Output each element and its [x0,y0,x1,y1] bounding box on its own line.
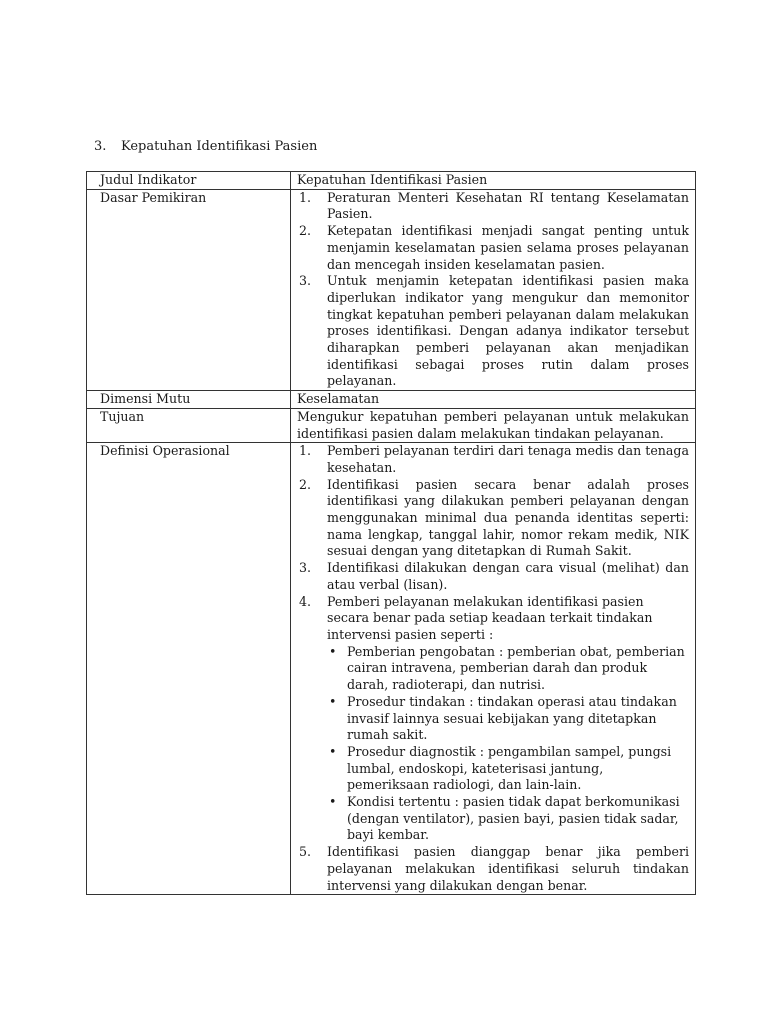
row-label-judul: Judul Indikator [87,172,291,190]
list-item: 2. Ketepatan identifikasi menjadi sangat penting untuk menjamin keselamatan pasien selama proses pelayanan dan mencegah insiden keselamatan pasien. [299,223,689,272]
row-value-dasar [291,189,696,390]
bullet-item: • Pemberian pengobatan : pemberian obat, pemberian cairan intravena, pemberian darah dan produk darah, radioterapi, dan nutrisi. [329,643,685,693]
list-item: 3. Identifikasi dilakukan dengan cara visual (melihat) dan atau verbal (lisan). [299,560,689,592]
row-value-dimensi: Keselamatan [291,391,696,409]
list-item: 1. Peraturan Menteri Kesehatan RI tentang Keselamatan Pasien. [299,189,689,222]
table-row [87,189,696,390]
table-row [87,172,696,190]
table-row [87,408,696,442]
row-value-judul: Kepatuhan Identifikasi Pasien [291,172,696,190]
bullet-item: • Kondisi tertentu : pasien tidak dapat berkomunikasi (dengan ventilator), pasien bayi, pasien tidak sadar, bayi kembar. [329,794,680,843]
row-value-tujuan: Mengukur kepatuhan pemberi pelayanan untuk melakukan identifikasi pasien dalam melakukan tindakan pelayanan. [291,408,696,442]
section-heading [94,138,317,155]
row-label-definisi: Definisi Operasional [87,443,291,895]
table-row [87,443,696,895]
list-item: 5. Identifikasi pasien dianggap benar jika pemberi pelayanan melakukan identifikasi seluruh tindakan intervensi yang dilakukan dengan benar. [299,844,689,893]
definisi-list [297,443,689,894]
table-row [87,391,696,409]
list-item: 3. Untuk menjamin ketepatan identifikasi pasien maka diperlukan indikator yang mengukur dan memonitor tingkat kepatuhan pemberi pelayanan dalam melakukan proses identifikasi. Dengan adanya indikator tersebut diharapkan pemberi pelayanan akan menjadikan identifikasi sebagai proses rutin dalam proses pelayanan. [299,273,689,389]
bullet-item: • Prosedur tindakan : tindakan operasi atau tindakan invasif lainnya sesuai kebijakan yang ditetapkan rumah sakit. [329,693,677,743]
bullet-item: • Prosedur diagnostik : pengambilan sampel, pungsi lumbal, endoskopi, kateterisasi jantung, pemeriksaan radiologi, dan lain-lain. [329,743,672,793]
row-value-definisi [291,443,696,895]
bullet-list [327,644,689,844]
list-item: 1. Pemberi pelayanan terdiri dari tenaga medis dan tenaga kesehatan. [299,443,689,475]
row-label-tujuan: Tujuan [87,408,291,442]
section-title: Kepatuhan Identifikasi Pasien [121,139,318,154]
row-label-dasar: Dasar Pemikiran [87,189,291,390]
dasar-list [297,190,689,390]
row-label-dimensi: Dimensi Mutu [87,391,291,409]
indicator-table [86,171,696,895]
section-number: 3. [94,139,107,154]
list-item: 2. Identifikasi pasien secara benar adalah proses identifikasi yang dilakukan pemberi pelayanan dengan menggunakan minimal dua penanda identitas seperti: nama lengkap, tanggal lahir, nomor rekam medik, NIK sesuai dengan yang ditetapkan di Rumah Sakit. [299,476,689,559]
list-item: 4. Pemberi pelayanan melakukan identifikasi pasien secara benar pada setiap keadaan terkait tindakan intervensi pasien seperti : • Pemberian pengobatan : pemberian obat, pemberian cairan intravena, pemberian darah dan produk darah, radioterapi, dan nutrisi. • Prosedur tindakan : tindakan operasi atau tindakan invasif lainnya sesuai kebijakan yang ditetapkan rumah sakit. • Prosedur diagnostik : pengambilan sampel, pungsi lumbal, endoskopi, kateterisasi jantung, pemeriksaan radiologi, dan lain-lain. • Kondisi tertentu : pasien tidak dapat berkomunikasi (dengan ventilator), pasien bayi, pasien tidak sadar, bayi kembar. [297,594,689,845]
